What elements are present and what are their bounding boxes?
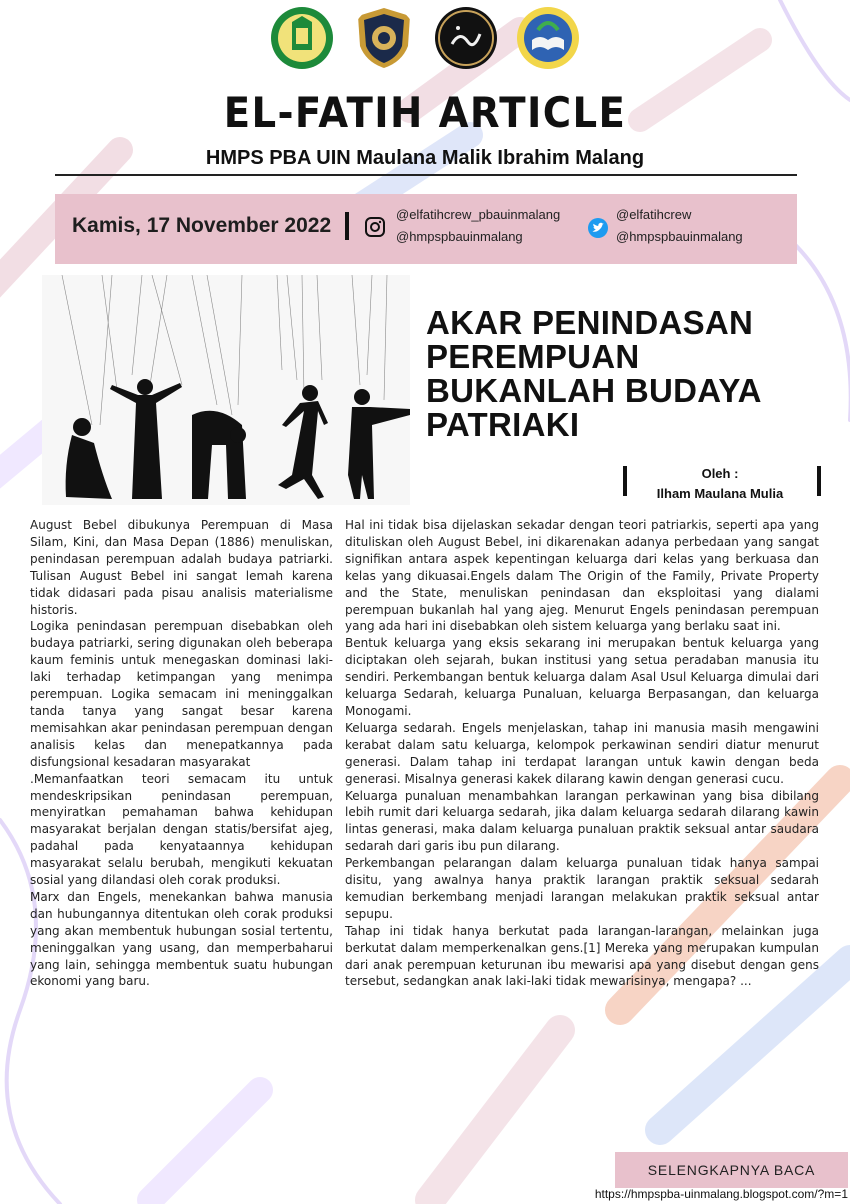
paragraph: Keluarga sedarah. Engels menjelaskan, tahap ini manusia masih mengawini kerabat dalam satu keluarga, kelompok perkawinan sendiri diatur menurut generasi. Dalam tahap ini terdapat larangan untuk kawin dengan beda generasi. Misalnya generasi kakek dilarang kawin dengan generasi cucu.: [345, 720, 819, 786]
blog-url-link[interactable]: https://hmpspba-uinmalang.blogspot.com/?m=1: [594, 1187, 848, 1201]
paragraph: Hal ini tidak bisa dijelaskan sekadar dengan teori patriarkis, seperti apa yang dituliskan oleh August Bebel, ini dikarenakan adanya perbedaan yang sangat signifikan antara aspek kepentingan keluarga dari kelas yang berkuasa dan kelas yang dikuasai.Engels dalam The Origin of the Family, Private Property and the State, menuliskan penindasan dan eksploitasi yang dialami perempuan bukanlah hal yang ajeg. Menurut Engels penindasan perempuan yang ada hari ini disebabkan oleh sistem keluarga yang berlaku saat ini.: [345, 518, 819, 634]
paragraph: .Memanfaatkan teori semacam itu untuk mendeskripsikan penindasan perempuan, menyiratkan pemahaman bahwa kehidupan masyarakat berjalan dengan statis/bersifat ajeg, padahal pada kenyataannya kehidupan masyarakat selalu berubah, mengikuti kekuatan sosial yang dilandasi oleh corak produksi.: [30, 771, 333, 888]
article-headline: AKAR PENINDASAN PEREMPUAN BUKANLAH BUDAYA PATRIAKI: [426, 304, 761, 443]
publish-date: Kamis, 17 November 2022: [72, 214, 332, 237]
byline-label: Oleh :: [701, 466, 739, 481]
paragraph: Marx dan Engels, menekankan bahwa manusia dan hubungannya ditentukan oleh corak produksi yang akan membentuk hubungan sosial tertentu, meninggalkan yang usang, dan memperbaharui yang lain, sehingga membentuk suatu hubungan ekonomi yang baru.: [30, 889, 333, 989]
logo-strip: [270, 6, 580, 70]
masthead-subtitle: HMPS PBA UIN Maulana Malik Ibrahim Malang: [205, 147, 645, 169]
paragraph: Keluarga punaluan menambahkan larangan perkawinan yang bisa dibilang lebih rumit dari keluarga sedarah, jika dalam keluarga sedarah dilarang kawin lintas generasi, maka dalam keluarga punaluan praktik seksual antar saudara sedarah dari garis ibu pun dilarang.: [345, 788, 819, 854]
instagram-handle-1[interactable]: @elfatihcrew_pbauinmalang: [396, 207, 561, 222]
article-illustration: [42, 275, 410, 505]
info-separator: [345, 212, 349, 240]
read-more-button[interactable]: SELENGKAPNYA BACA: [615, 1152, 848, 1188]
article-column-left: [30, 517, 333, 990]
paragraph: Bentuk keluarga yang eksis sekarang ini merupakan bentuk keluarga yang diciptakan oleh sejarah, bukan institusi yang setua peradaban manusia itu sendiri. Perkembangan bentuk keluarga dalam Asal Usul Keluarga dimulai dari keluarga Sedarah, keluarga Punaluan, keluarga Berpasangan, dan keluarga Monogami.: [345, 636, 819, 718]
twitter-handle-2[interactable]: @hmpspbauinmalang: [616, 229, 743, 244]
instagram-handle-2[interactable]: @hmpspbauinmalang: [396, 229, 523, 244]
instagram-icon: [364, 216, 386, 238]
paragraph: Perkembangan pelarangan dalam keluarga punaluan tidak hanya sampai disitu, yang awalnya hanya praktik larangan praktik seksual sedarah kemudian berkembang menjadi larangan melakukan praktik seksual antar sepupu.: [345, 856, 819, 921]
paragraph: Tahap ini tidak hanya berkutat pada larangan-larangan, melainkan juga berkutat dalam memperkenalkan gens.[1] Mereka yang merupakan kumpulan dari anak perempuan keturunan ibu mewarisi apa yang disebut dengan gens tersebut, sedangkan anak laki-laki tidak mewarisinya, mengapa? ...: [345, 923, 819, 989]
hmps-shield-logo-icon: [352, 6, 416, 70]
masthead-divider: [55, 174, 797, 176]
pba-book-logo-icon: [516, 6, 580, 70]
twitter-icon: [587, 217, 609, 239]
byline-author: Ilham Maulana Mulia: [656, 486, 784, 501]
paragraph: August Bebel dibukunya Perempuan di Masa Silam, Kini, dan Masa Depan (1886) menuliskan, penindasan perempuan adalah budaya patriarki. Tulisan August Bebel ini sangat lemah karena tidak didasari pada pisau analisis materialisme historis.: [30, 518, 333, 617]
uin-logo-icon: [270, 6, 334, 70]
article-column-right: [345, 517, 819, 990]
masthead-title: EL-FATIH ARTICLE: [223, 88, 627, 137]
twitter-handle-1[interactable]: @elfatihcrew: [616, 207, 692, 222]
arabic-calligraphy-logo-icon: [434, 6, 498, 70]
paragraph: Logika penindasan perempuan disebabkan oleh budaya patriarki, sering digunakan oleh beberapa kaum feminis untuk menegaskan dominasi laki-laki terhadap ketimpangan yang menimpa perempuan. Logika semacam ini meninggalkan tanda tanya yang sangat besar karena memisahkan akar penindasan perempuan dengan analisis kelas dan menepatkannya pada disfungsional kesadaran masyarakat: [30, 619, 333, 769]
